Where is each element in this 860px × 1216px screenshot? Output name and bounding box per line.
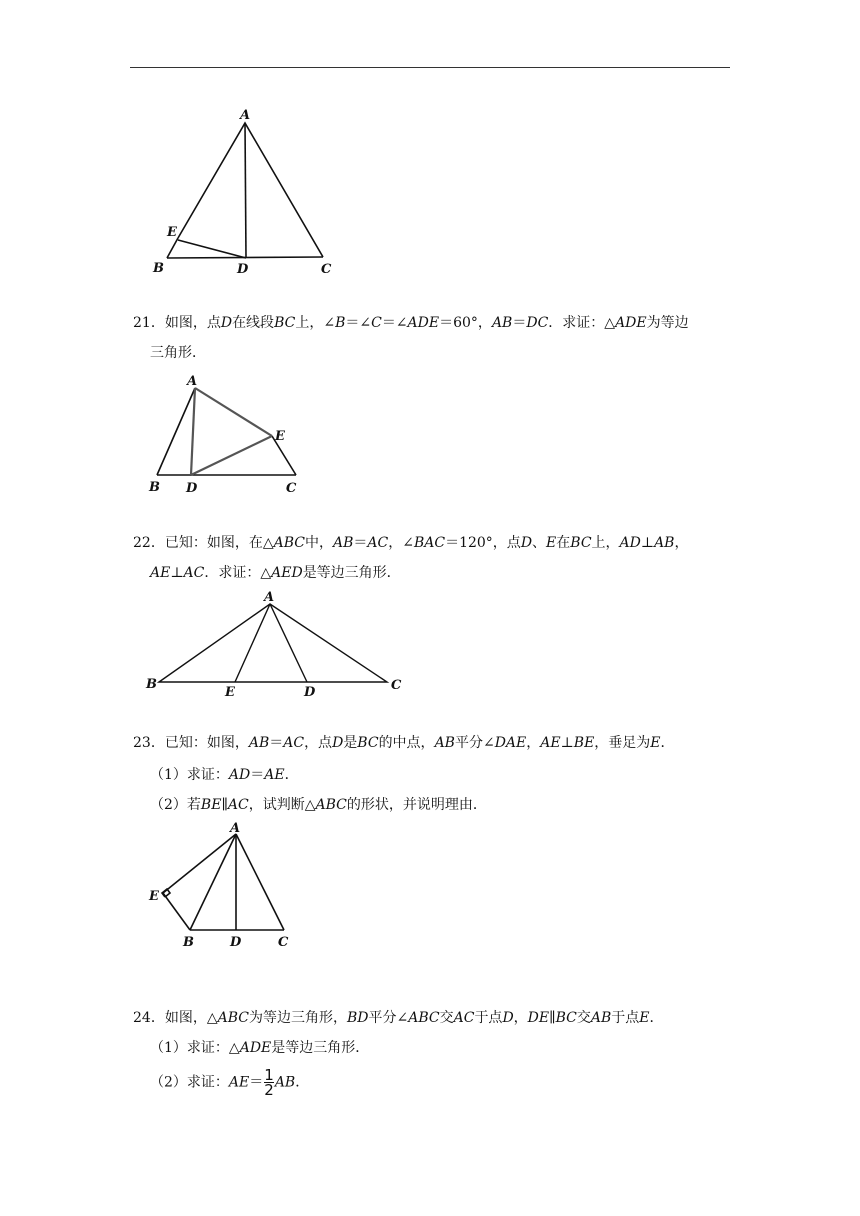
fig22-label-D: D xyxy=(304,685,316,700)
problem-24-part-2: （2）求证：AE＝ $\frac{1}{2}$ AB． xyxy=(150,1066,310,1099)
fig21-label-B: B xyxy=(149,480,160,495)
problem-23-part-1: （1）求证：AD＝AE． xyxy=(150,767,299,783)
fig22-label-B: B xyxy=(146,677,157,692)
fig21-label-C: C xyxy=(286,481,297,496)
fig20-label-E: E xyxy=(167,225,177,240)
problem-22-line-1: 22．已知：如图，在△ABC中，AB＝AC，∠BAC＝120°，点D、E在BC上，AD⊥AB， xyxy=(133,535,689,551)
fig22-label-E: E xyxy=(225,685,235,700)
fig23-label-B: B xyxy=(183,935,194,950)
problem-23-line-1: 23．已知：如图，AB＝AC，点D是BC的中点，AB平分∠DAE，AE⊥BE，垂足为E． xyxy=(133,735,675,751)
fig22-label-A: A xyxy=(264,590,275,605)
fraction-one-half: $\frac{1}{2}$ xyxy=(264,1066,274,1099)
fig21-label-D: D xyxy=(186,481,198,496)
fig23-label-C: C xyxy=(278,935,289,950)
problem-21-line-2: 三角形． xyxy=(150,345,206,361)
problem-22-line-2: AE⊥AC．求证：△AED是等边三角形． xyxy=(150,565,401,581)
problem-21-line-1: 21．如图，点D在线段BC上，∠B＝∠C＝∠ADE＝60°，AB＝DC．求证：△ADE为等边 xyxy=(133,315,689,331)
problem-24-line-1: 24．如图，△ABC为等边三角形，BD平分∠ABC交AC于点D，DE∥BC交AB于点E． xyxy=(133,1010,664,1026)
fig20-label-A: A xyxy=(240,108,251,123)
fig21-label-A: A xyxy=(187,374,198,389)
problem-24-part-1: （1）求证：△ADE是等边三角形． xyxy=(150,1040,370,1056)
problem-23-part-2: （2）若BE∥AC，试判断△ABC的形状，并说明理由． xyxy=(150,797,487,813)
fig23-label-A: A xyxy=(230,821,241,836)
fig21-label-E: E xyxy=(275,429,285,444)
fig20-label-D: D xyxy=(237,262,249,277)
fig20-label-B: B xyxy=(153,261,164,276)
fig23-label-D: D xyxy=(230,935,242,950)
fig20-label-C: C xyxy=(321,262,332,277)
problem-24 xyxy=(133,1003,733,1033)
fig22-label-C: C xyxy=(391,678,402,693)
fig23-right-angle-mark xyxy=(162,889,170,897)
fig23-label-E: E xyxy=(149,889,159,904)
